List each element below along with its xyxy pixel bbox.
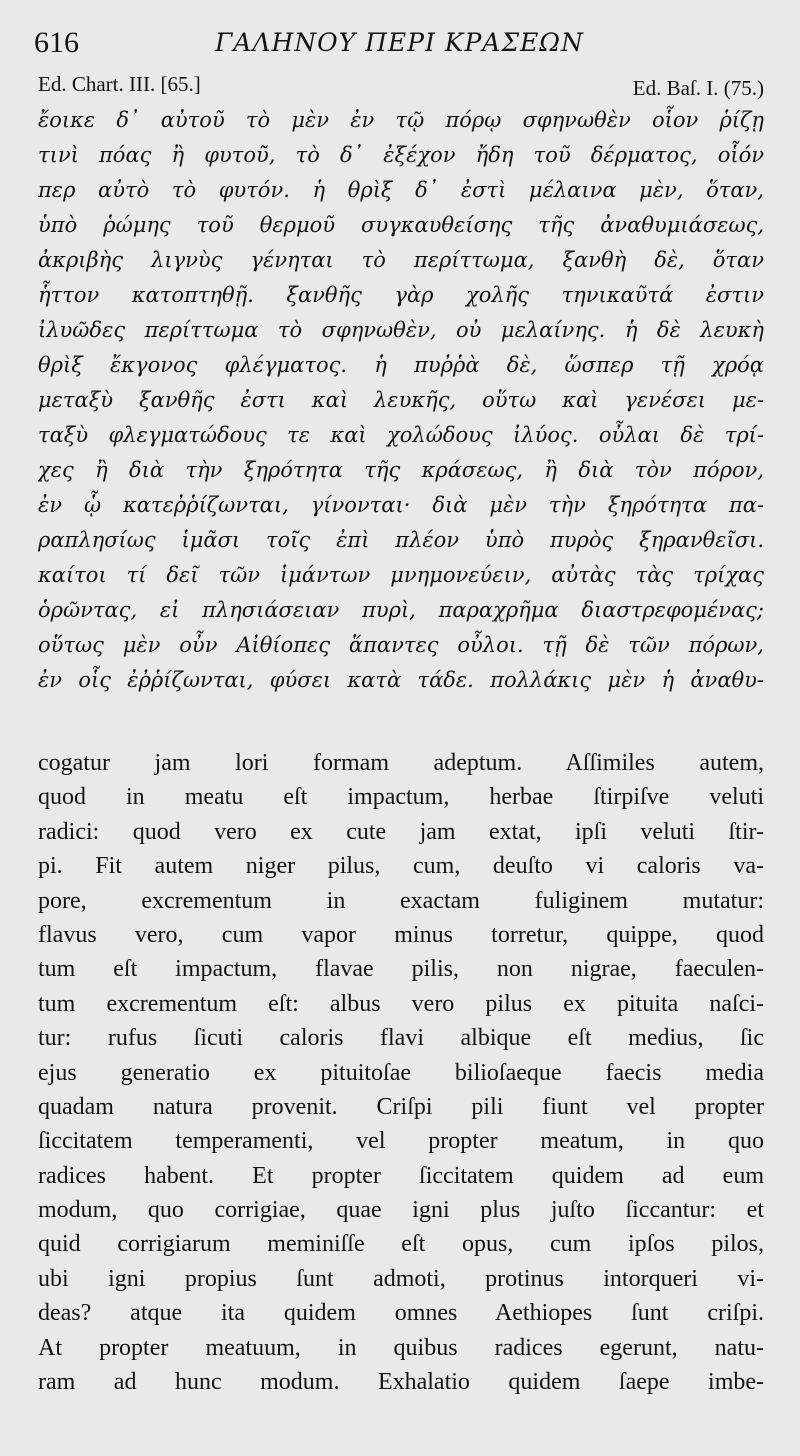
greek-line: χες ἢ διὰ τὴν ξηρότητα τῆς κράσεως, ἢ διὰ τὸν πόρον,	[38, 458, 764, 482]
latin-line: modum, quo corrigiae, quae igni plus juſto ſiccantur: et	[38, 1197, 764, 1224]
latin-text-block	[38, 746, 764, 1399]
greek-line: μεταξὺ ξανθῆς ἐστι καὶ λευκῆς, οὕτω καὶ γενέσει με-	[38, 388, 764, 412]
greek-line: θρὶξ ἔκγονος φλέγματος. ἡ πυῤῥὰ δὲ, ὥσπερ τῇ χρόᾳ	[38, 353, 764, 377]
greek-line: ταξὺ φλεγματώδους τε καὶ χολώδους ἰλύος. οὖλαι δὲ τρί-	[38, 423, 764, 447]
greek-line: ὑπὸ ῥώμης τοῦ θερμοῦ συγκαυθείσης τῆς ἀναθυμιάσεως,	[38, 213, 764, 237]
greek-line: ἧττον κατοπτηθῇ. ξανθῆς γὰρ χολῆς τηνικαῦτά ἐστιν	[38, 283, 764, 307]
greek-line: ἐν οἷς ἐῤῥίζωνται, φύσει κατὰ τάδε. πολλάκις μὲν ἡ ἀναθυ-	[38, 668, 764, 692]
greek-line: ἰλυῶδες περίττωμα τὸ σφηνωθὲν, οὐ μελαίνης. ἡ δὲ λευκὴ	[38, 318, 764, 342]
latin-line: At propter meatuum, in quibus radices egerunt, natu-	[38, 1334, 764, 1361]
greek-line: ἔοικε δ᾽ αὐτοῦ τὸ μὲν ἐν τῷ πόρῳ σφηνωθὲν οἷον ῥίζῃ	[38, 108, 764, 132]
running-head: ΓΑΛΗΝΟΥ ΠΕΡΙ ΚΡΑΣΕΩΝ	[215, 28, 584, 57]
page-number: 616	[34, 26, 79, 59]
latin-line: ejus generatio ex pituitoſae bilioſaeque faecis media	[38, 1059, 764, 1086]
latin-line: quid corrigiarum meminiſſe eſt opus, cum ipſos pilos,	[38, 1231, 764, 1258]
greek-line: ἀκριβὴς λιγνὺς γένηται τὸ περίττωμα, ξανθὴ δὲ, ὅταν	[38, 248, 764, 272]
latin-line: quadam natura provenit. Criſpi pili fiunt vel propter	[38, 1093, 764, 1120]
greek-line: οὕτως μὲν οὖν Αἰθίοπες ἅπαντες οὖλοι. τῇ δὲ τῶν πόρων,	[38, 633, 764, 657]
greek-line: ἐν ᾧ κατεῤῥίζωνται, γίνονται· διὰ μὲν τὴν ξηρότητα πα-	[38, 493, 764, 517]
greek-text-block	[38, 103, 764, 698]
greek-line: περ αὐτὸ τὸ φυτόν. ἡ θρὶξ δ᾽ ἐστὶ μέλαινα μὲν, ὅταν,	[38, 178, 764, 202]
greek-line: ραπλησίως ἱμᾶσι τοῖς ἐπὶ πλέον ὑπὸ πυρὸς ξηρανθεῖσι.	[38, 528, 764, 552]
latin-line: ram ad hunc modum. Exhalatio quidem ſaepe imbe-	[38, 1369, 764, 1396]
greek-line: τινὶ πόας ἢ φυτοῦ, τὸ δ᾽ ἐξέχον ἤδη τοῦ δέρματος, οἷόν	[38, 143, 764, 167]
latin-line: flavus vero, cum vapor minus torretur, quippe, quod	[38, 921, 764, 948]
latin-line: tum eſt impactum, flavae pilis, non nigrae, faeculen-	[38, 956, 764, 983]
greek-line: καίτοι τί δεῖ τῶν ἱμάντων μνημονεύειν, αὐτὰς τὰς τρίχας	[38, 563, 764, 587]
latin-line: cogatur jam lori formam adeptum. Aſſimiles autem,	[38, 750, 764, 776]
latin-line: deas? atque ita quidem omnes Aethiopes ſunt criſpi.	[38, 1300, 764, 1327]
latin-line: tum excrementum eſt: albus vero pilus ex pituita naſci-	[38, 990, 764, 1017]
latin-line: pi. Fit autem niger pilus, cum, deuſto vi caloris va-	[38, 853, 764, 880]
latin-line: pore, excrementum in exactam fuliginem mutatur:	[38, 887, 764, 914]
latin-line: quod in meatu eſt impactum, herbae ſtirpiſve veluti	[38, 784, 764, 811]
latin-line: radici: quod vero ex cute jam extat, ipſi veluti ſtir-	[38, 818, 764, 845]
latin-line: tur: rufus ſicuti caloris flavi albique eſt medius, ſic	[38, 1025, 764, 1052]
edition-reference-left: Ed. Chart. III. [65.]	[38, 72, 201, 96]
latin-line: ubi igni propius ſunt admoti, protinus intorqueri vi-	[38, 1265, 764, 1292]
latin-line: radices habent. Et propter ſiccitatem quidem ad eum	[38, 1162, 764, 1189]
edition-reference-right: Ed. Baſ. I. (75.)	[632, 76, 764, 100]
greek-line: ὁρῶντας, εἰ πλησιάσειαν πυρὶ, παραχρῆμα διαστρεφομένας;	[38, 598, 764, 622]
latin-line: ſiccitatem temperamenti, vel propter meatum, in quo	[38, 1128, 764, 1155]
